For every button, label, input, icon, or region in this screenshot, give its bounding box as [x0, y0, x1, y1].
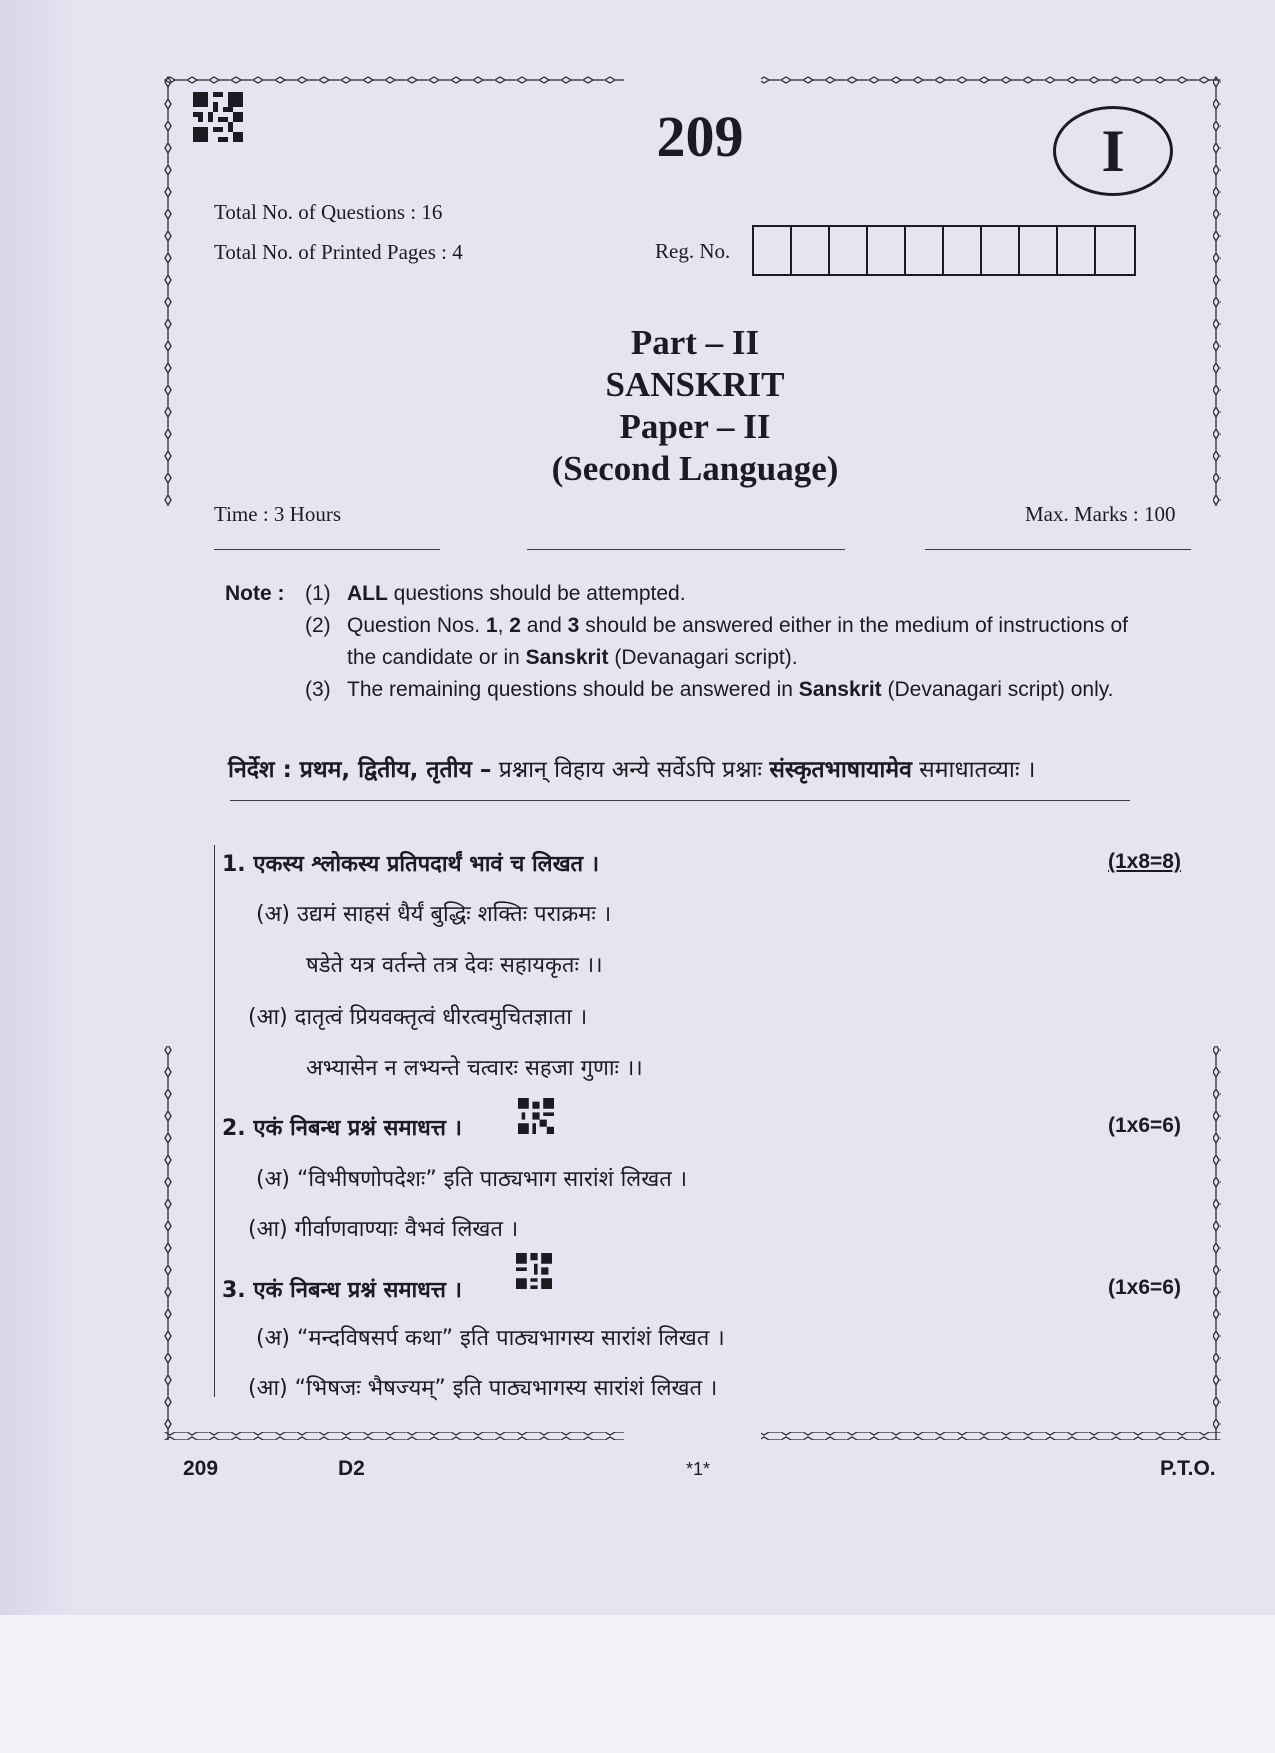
max-marks: Max. Marks : 100	[1025, 502, 1176, 526]
divider	[230, 800, 1130, 801]
subject-title: SANSKRIT	[605, 365, 785, 404]
total-questions: Total No. of Questions : 16	[214, 200, 443, 224]
qr-code-icon	[193, 92, 243, 142]
question-2-option-a: (अ) “विभीषणोपदेशः” इति पाठ्यभाग सारांशं लिखत ।	[256, 1167, 688, 1192]
reg-number-boxes[interactable]	[752, 225, 1136, 276]
question-3-option-b: (आ) “भिषजः भैषज्यम्” इति पाठ्यभागस्य सारांशं लिखत ।	[248, 1376, 718, 1401]
note-number: (2)	[305, 614, 331, 637]
divider	[925, 549, 1191, 550]
total-pages: Total No. of Printed Pages : 4	[214, 240, 463, 264]
paper-title: Paper – II	[619, 407, 771, 446]
question-1-option-b-line-2: अभ्यासेन न लभ्यन्ते चत्वारः सहजा गुणाः ।।	[306, 1056, 643, 1081]
divider	[214, 549, 440, 550]
question-1-marks: (1x8=8)	[1108, 850, 1181, 873]
question-margin-line	[214, 845, 215, 1397]
question-1-option-b: (आ) दातृत्वं प्रियवक्तृत्वं धीरत्वमुचितज्ञाता ।	[248, 1005, 588, 1030]
question-3-marks: (1x6=6)	[1108, 1276, 1181, 1299]
note-label: Note :	[225, 582, 285, 605]
paper-code: 209	[656, 104, 744, 169]
reg-number-label: Reg. No.	[655, 239, 731, 263]
question-1-heading: 1. एकस्य श्लोकस्य प्रतिपदार्थं भावं च लिखत ।	[222, 852, 600, 877]
question-3-heading: 3. एकं निबन्ध प्रश्नं समाधत्त ।	[222, 1278, 462, 1303]
qr-code-icon	[516, 1253, 552, 1289]
pto-label: P.T.O.	[1160, 1457, 1216, 1480]
language-title: (Second Language)	[551, 449, 839, 488]
question-2-marks: (1x6=6)	[1108, 1114, 1181, 1137]
question-3-option-a: (अ) “मन्दविषसर्प कथा” इति पाठ्यभागस्य सारांशं लिखत ।	[256, 1326, 725, 1351]
exam-time: Time : 3 Hours	[214, 502, 341, 526]
page-bottom-margin	[0, 1615, 1275, 1753]
note-text: The remaining questions should be answered in Sanskrit (Devanagari script) only.	[347, 678, 1114, 701]
question-2-option-b: (आ) गीर्वाणवाण्याः वैभवं लिखत ।	[248, 1217, 519, 1242]
part-title: Part – II	[630, 323, 760, 362]
page-shade	[0, 0, 80, 1615]
note-number: (1)	[305, 582, 331, 605]
instructions-note	[225, 578, 1145, 706]
note-text: Question Nos. 1, 2 and 3 should be answered either in the medium of instructions of the candidate or in Sanskrit (Devanagari script).	[347, 614, 1128, 669]
set-code-badge: I	[1053, 106, 1173, 196]
divider	[527, 549, 845, 550]
question-2-heading: 2. एकं निबन्ध प्रश्नं समाधत्त ।	[222, 1116, 462, 1141]
note-number: (3)	[305, 678, 331, 701]
qr-code-icon	[518, 1098, 554, 1134]
note-text: ALL questions should be attempted.	[347, 582, 686, 605]
question-1-option-a: (अ) उद्यमं साहसं धैर्यं बुद्धिः शक्तिः पराक्रमः ।	[256, 902, 612, 927]
sanskrit-instruction: निर्देश : प्रथम, द्वितीय, तृतीय – प्रश्नान् विहाय अन्ये सर्वेऽपि प्रश्नाः संस्कृतभाषायामेव समाधातव्याः ।	[228, 757, 1036, 783]
footer-paper-code: 209	[183, 1457, 219, 1480]
question-1-option-a-line-2: षडेते यत्र वर्तन्ते तत्र देवः सहायकृतः ।।	[306, 953, 603, 978]
footer-series: D2	[338, 1457, 365, 1480]
page-number: *1*	[686, 1459, 711, 1479]
